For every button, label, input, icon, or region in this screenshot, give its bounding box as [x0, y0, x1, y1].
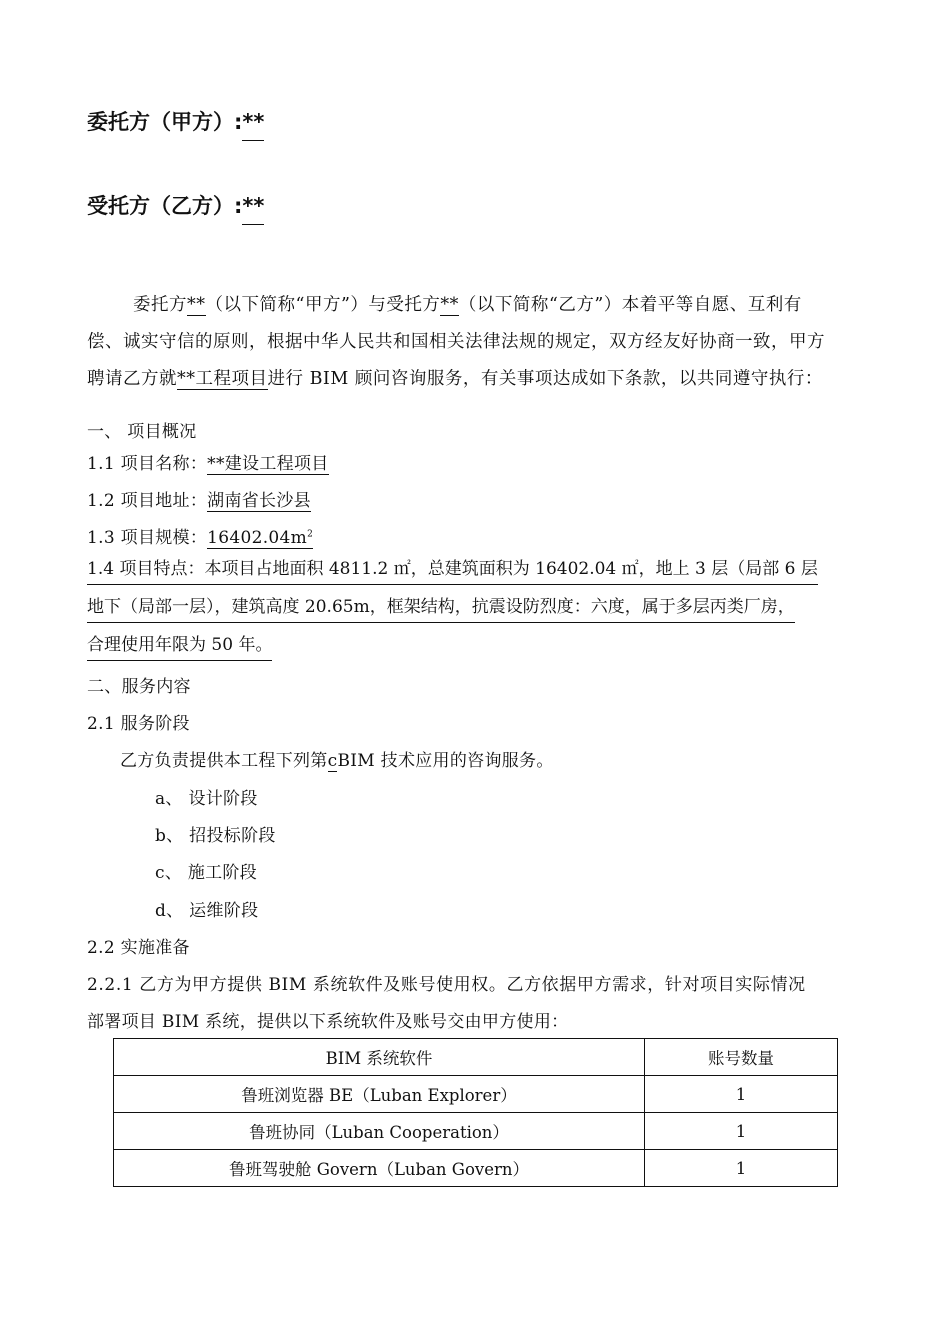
feature-line-1: 1.4 项目特点：本项目占地面积 4811.2 ㎡，总建筑面积为 16402.04 ㎡，地上 3 层（局部 6 层	[87, 554, 818, 585]
project-address-value: 湖南省长沙县	[207, 491, 311, 511]
software-name-cell: 鲁班驾驶舱 Govern（Luban Govern）	[114, 1150, 645, 1187]
client-party-line	[87, 106, 264, 136]
table-row	[114, 1076, 838, 1113]
table-row	[114, 1150, 838, 1187]
project-name-line: 1.1 项目名称：**建设工程项目	[87, 454, 329, 474]
stage-item: c、 施工阶段	[155, 863, 258, 883]
client-value: **	[242, 110, 264, 141]
stage-item: d、 运维阶段	[155, 901, 259, 921]
preparation-line-1: 2.2.1 乙方为甲方提供 BIM 系统软件及账号使用权。乙方依据甲方需求，针对项目实际情况	[87, 975, 806, 995]
software-name-cell: 鲁班协同（Luban Cooperation）	[114, 1113, 645, 1150]
agent-label: 受托方（乙方）:	[87, 194, 243, 218]
section2-heading: 二、服务内容	[87, 677, 191, 697]
preparation-heading: 2.2 实施准备	[87, 938, 190, 958]
service-stage-text: 乙方负责提供本工程下列第cBIM 技术应用的咨询服务。	[120, 751, 554, 771]
table-header-software: BIM 系统软件	[114, 1039, 645, 1076]
service-stage-heading: 2.1 服务阶段	[87, 714, 190, 734]
project-scale-line: 1.3 项目规模：$16402.04m^2$	[87, 528, 314, 548]
intro-line-1: 委托方**（以下简称“甲方”）与受托方**（以下简称“乙方”）本着平等自愿、互利有	[133, 295, 802, 315]
preparation-line-2: 部署项目 BIM 系统，提供以下系统软件及账号交由甲方使用：	[87, 1012, 569, 1032]
intro-paragraph	[87, 287, 867, 398]
project-address-line: 1.2 项目地址：湖南省长沙县	[87, 491, 311, 511]
section1-heading: 一、 项目概况	[87, 422, 197, 442]
intro-line-3: 聘请乙方就**工程项目进行 BIM 顾问咨询服务，有关事项达成如下条款，以共同遵守执行：	[87, 369, 823, 389]
account-count-cell: 1	[645, 1076, 838, 1113]
software-table	[113, 1038, 838, 1187]
account-count-cell: 1	[645, 1150, 838, 1187]
intro-line-2: 偿、诚实守信的原则，根据中华人民共和国相关法律法规的规定，双方经友好协商一致，甲方	[87, 332, 825, 352]
table-row	[114, 1113, 838, 1150]
project-name-value: **建设工程项目	[207, 454, 329, 474]
feature-line-3: 合理使用年限为 50 年。	[87, 630, 272, 661]
table-header-count: 账号数量	[645, 1039, 838, 1076]
project-features	[87, 554, 865, 668]
table-header-row	[114, 1039, 838, 1076]
client-label: 委托方（甲方）:	[87, 110, 243, 134]
account-count-cell: 1	[645, 1113, 838, 1150]
project-scale-value: $16402.04m^2$	[207, 528, 314, 548]
feature-line-2: 地下（局部一层），建筑高度 20.65m，框架结构，抗震设防烈度：六度，属于多层丙类厂房，	[87, 592, 795, 623]
stage-item: b、 招投标阶段	[155, 826, 276, 846]
software-name-cell: 鲁班浏览器 BE（Luban Explorer）	[114, 1076, 645, 1113]
agent-party-line	[87, 190, 264, 220]
stage-item: a、 设计阶段	[155, 789, 258, 809]
agent-value: **	[242, 194, 264, 225]
